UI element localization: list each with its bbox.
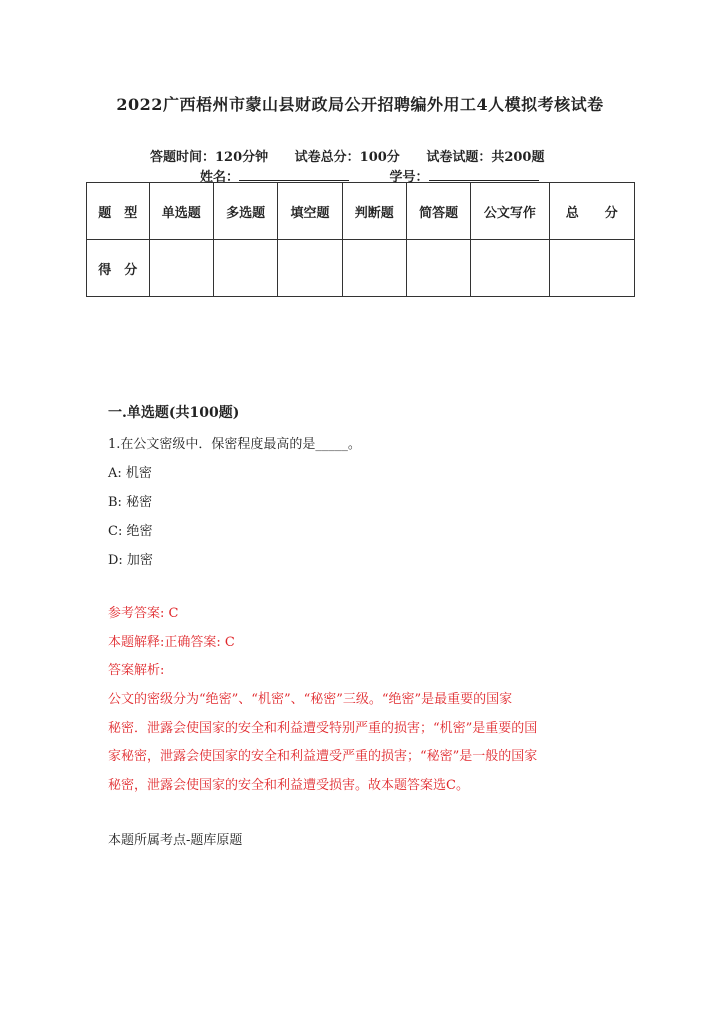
name-blank — [239, 168, 349, 181]
header-cell: 填空题 — [278, 183, 342, 240]
exam-total-score: 试卷总分：100分 — [294, 150, 400, 165]
score-table — [86, 182, 635, 297]
question-text: 1.在公文密级中．保密程度最高的是_____。 — [108, 437, 361, 452]
analysis-label: 答案解析: — [108, 663, 165, 678]
option-c: C: 绝密 — [108, 524, 153, 539]
answer-explanation-title: 本题解释:正确答案: C — [108, 635, 235, 650]
exam-title: 2022广西梧州市蒙山县财政局公开招聘编外用工4人模拟考核试卷 — [116, 95, 604, 114]
score-table-score-row — [87, 240, 635, 297]
score-cell — [471, 240, 549, 297]
analysis-line: 秘密．泄露会使国家的安全和利益遭受特别严重的损害；“机密”是重要的国 — [108, 720, 538, 736]
score-row-label: 得 分 — [87, 240, 150, 297]
score-cell — [213, 240, 277, 297]
header-cell: 多选题 — [213, 183, 277, 240]
option-d: D: 加密 — [108, 553, 153, 568]
score-table-header-row — [87, 183, 635, 240]
score-cell — [406, 240, 470, 297]
reference-answer: 参考答案: C — [108, 606, 179, 621]
score-cell — [549, 240, 634, 297]
exam-time: 答题时间：120分钟 — [150, 150, 269, 165]
analysis-line: 公文的密级分为“绝密”、“机密”、“秘密”三级。“绝密”是最重要的国家 — [108, 692, 513, 707]
score-cell — [342, 240, 406, 297]
header-cell: 总 分 — [549, 183, 634, 240]
header-cell: 简答题 — [406, 183, 470, 240]
analysis-paragraph — [108, 686, 614, 800]
header-cell: 判断题 — [342, 183, 406, 240]
section-heading: 一.单选题(共100题) — [108, 405, 240, 421]
exam-question-count: 试卷试题：共200题 — [426, 150, 545, 165]
name-label: 姓名： — [200, 170, 240, 185]
question-source: 本题所属考点-题库原题 — [108, 833, 243, 848]
score-cell — [278, 240, 342, 297]
analysis-line: 家秘密，泄露会使国家的安全和利益遭受严重的损害；“秘密”是一般的国家 — [108, 749, 538, 764]
analysis-line: 秘密，泄露会使国家的安全和利益遭受损害。故本题答案选C。 — [108, 777, 469, 793]
student-id-blank — [429, 168, 539, 181]
option-b: B: 秘密 — [108, 495, 153, 510]
student-id-label: 学号： — [389, 170, 429, 185]
option-a: A: 机密 — [108, 466, 152, 481]
score-cell — [149, 240, 213, 297]
exam-meta-line — [150, 146, 566, 165]
header-cell: 公文写作 — [471, 183, 549, 240]
header-cell: 单选题 — [149, 183, 213, 240]
header-cell: 题 型 — [87, 183, 150, 240]
